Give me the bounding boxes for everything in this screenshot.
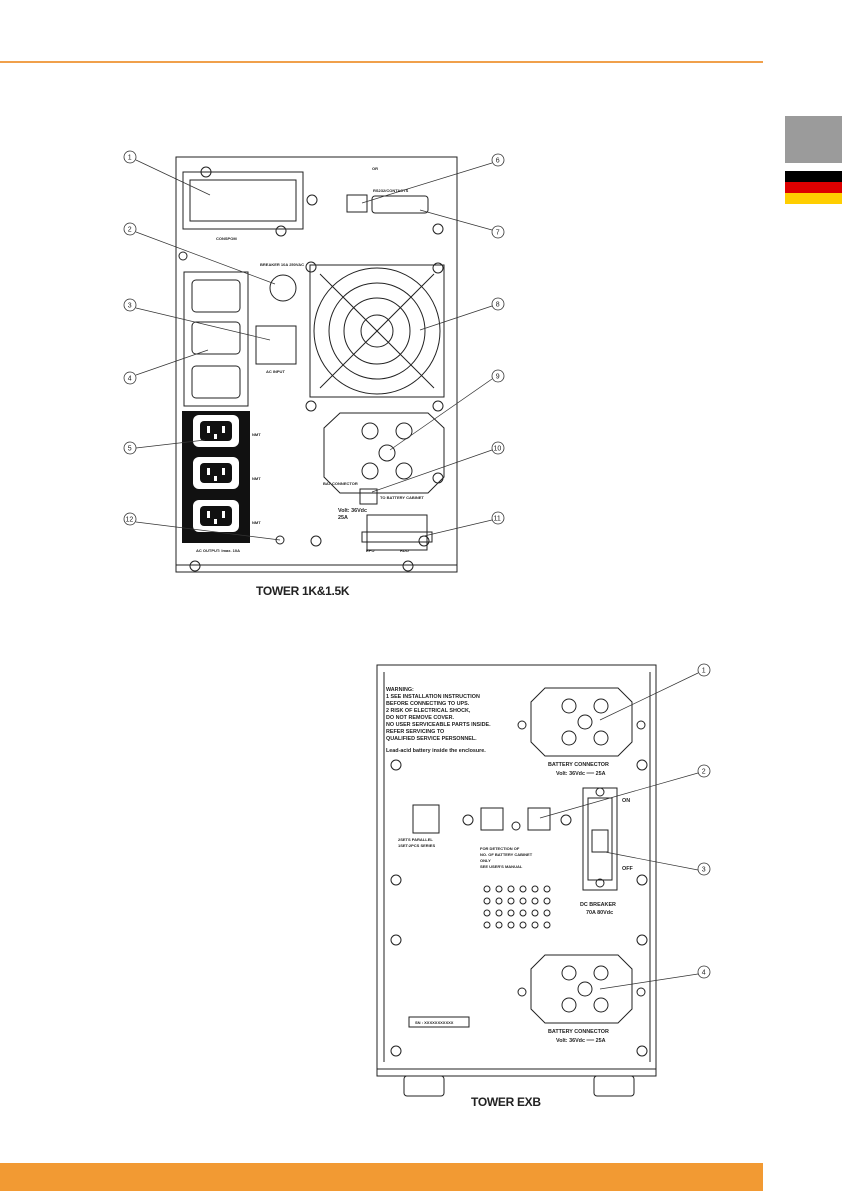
callout-11: 11 [493,515,501,523]
label-outlet-tag-2: NMT [252,476,261,481]
dc-breaker-label: DC BREAKER [580,902,616,908]
label-to-battery-cabinet: TO BATTERY CABINET [380,495,424,500]
lead-acid-note: Lead-acid battery inside the enclosure. [386,748,486,754]
exb-callout-2: 2 [701,768,706,776]
figure2-caption: TOWER EXB [471,1095,541,1109]
label-rdo: RDO [400,548,409,553]
warning-line: BEFORE CONNECTING TO UPS. [386,701,470,707]
volt-rating-top: Volt: 36Vdc ══ 25A [556,771,606,777]
callout-4: 4 [127,375,132,383]
warning-line: DO NOT REMOVE COVER. [386,715,454,721]
figure-tower-exb-rear-panel [370,658,715,1098]
label-bat-connector: BAT CONNECTOR [323,481,358,486]
warning-line: NO USER SERVICEABLE PARTS INSIDE. [386,722,491,728]
warning-line: WARNING: [386,687,414,693]
label-outlet-tag-1: NMT [252,432,261,437]
exb-callout-1: 1 [701,667,706,675]
callout-8: 8 [495,301,500,309]
detection-line: ONLY [480,858,491,863]
germany-flag-icon [785,171,842,204]
label-rs232: RS232/CONTACTS [373,188,409,193]
parallel-label-1: 2SETS PARALLEL [398,837,433,842]
label-breaker: BREAKER 10A 250VAC [260,262,305,267]
detection-line: NO. OF BATTERY CABINET [480,852,533,857]
callout-3: 3 [127,302,132,310]
label-off: OFF [622,866,633,872]
callout-12: 12 [125,516,134,524]
figure1-caption: TOWER 1K&1.5K [256,584,350,598]
callout-2: 2 [127,226,132,234]
label-volt: Volt: 36Vdc [338,508,367,514]
warning-line: 1 SEE INSTALLATION INSTRUCTION [386,694,480,700]
callout-10: 10 [493,445,502,453]
battery-connector-top: BATTERY CONNECTOR [548,762,609,768]
callout-9: 9 [495,373,500,381]
exb-callout-4: 4 [701,969,706,977]
warning-line: REFER SERVICING TO [386,729,445,735]
callout-7: 7 [495,229,500,237]
volt-rating-bottom: Volt: 36Vdc ══ 25A [556,1038,606,1044]
callout-1: 1 [127,154,132,162]
warning-line: QUALIFIED SERVICE PERSONNEL. [386,736,477,742]
footer-bar [0,1163,763,1191]
figure-tower-1k-rear-panel [110,148,520,608]
label-outlet-tag-3: NMT [252,520,261,525]
label-ac-input: AC INPUT [266,369,285,374]
exb-callout-3: 3 [701,866,706,874]
language-tab[interactable] [785,116,842,163]
dc-breaker-rating: 70A 80Vdc [586,910,614,916]
detection-line: SEE USER'S MANUAL [480,864,523,869]
header-rule [0,61,763,63]
parallel-label-2: 1SET:2PCS SERIES [398,843,436,848]
callout-5: 5 [127,445,132,453]
callout-6: 6 [495,157,500,165]
detection-line: FOR DETECTION OF [480,846,520,851]
label-epo: EPO [366,548,375,553]
label-on: ON [622,798,631,804]
label-ac-output: AC OUTPUT: Imax. 10A [196,548,241,553]
warning-line: 2 RISK OF ELECTRICAL SHOCK, [386,708,471,714]
label-snmp: CONSPOM [216,236,237,241]
serial-number: SN : XXXXXXXXXXX [415,1020,454,1025]
label-or: OR [372,166,378,171]
label-amp: 25A [338,515,348,521]
battery-connector-bottom: BATTERY CONNECTOR [548,1029,609,1035]
